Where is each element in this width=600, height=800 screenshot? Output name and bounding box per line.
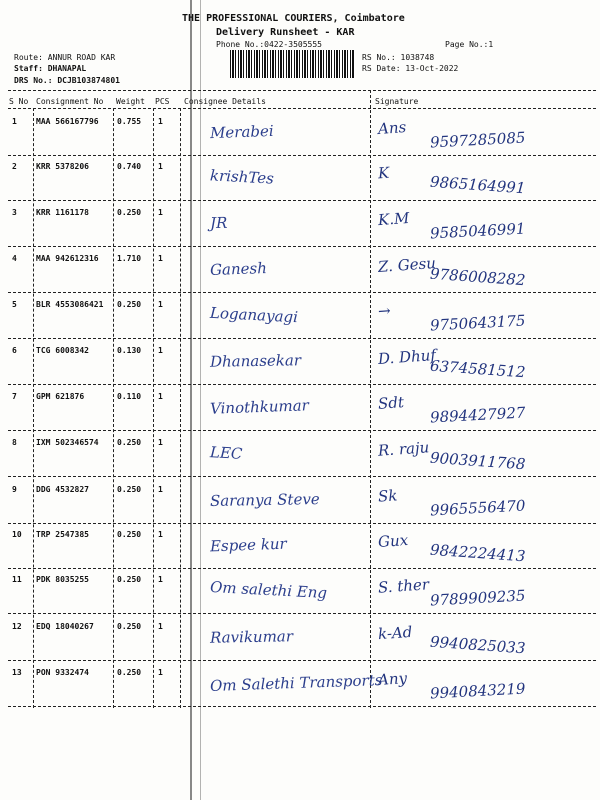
header-rule-top: [8, 90, 596, 91]
row-signature-mark: Ans: [377, 118, 407, 138]
row-consignment-no: EDQ 18040267: [36, 622, 94, 631]
rs-date: RS Date: 13-Oct-2022: [362, 64, 459, 73]
row-phone: 9940843219: [429, 679, 526, 703]
row-divider: [8, 246, 596, 247]
row-consignment-no: PDK 8035255: [36, 575, 89, 584]
row-consignee-name: Ravikumar: [209, 627, 294, 647]
row-consignee-name: LEC: [209, 443, 243, 463]
row-consignment-no: MAA 566167796: [36, 117, 99, 126]
row-consignment-no: MAA 942612316: [36, 254, 99, 263]
col-sno: S No: [9, 97, 29, 106]
row-weight: 0.250: [117, 300, 142, 309]
row-consignment-no: TCG 6008342: [36, 346, 89, 355]
row-divider: [8, 155, 596, 156]
row-signature-mark: R. raju: [377, 438, 430, 460]
row-sno: 2: [12, 162, 17, 171]
row-sno: 4: [12, 254, 17, 263]
row-weight: 0.250: [117, 668, 142, 677]
row-weight: 0.250: [117, 438, 142, 447]
row-phone: 9965556470: [429, 496, 526, 520]
row-pcs: 1: [158, 208, 163, 217]
row-consignee-name: Espee kur: [209, 534, 287, 556]
row-sno: 5: [12, 300, 17, 309]
row-divider: [8, 523, 596, 524]
row-pcs: 1: [158, 622, 163, 631]
row-consignment-no: GPM 621876: [36, 392, 85, 401]
row-consignment-no: IXM 502346574: [36, 438, 99, 447]
row-sno: 7: [12, 392, 17, 401]
row-phone: 9597285085: [429, 128, 526, 152]
row-signature-mark: Sdt: [377, 393, 405, 413]
col-divider: [180, 108, 181, 708]
col-signature: Signature: [375, 97, 419, 106]
row-divider: [8, 292, 596, 293]
col-consignment: Consignment No: [36, 97, 104, 106]
row-sno: 10: [12, 530, 22, 539]
row-sno: 13: [12, 668, 22, 677]
row-weight: 0.250: [117, 575, 142, 584]
rs-number: RS No.: 1038748: [362, 53, 435, 62]
row-phone: 9585046991: [429, 219, 526, 243]
row-phone: 9789909235: [429, 586, 526, 610]
row-pcs: 1: [158, 254, 163, 263]
row-consignee-name: JR: [209, 213, 228, 233]
row-weight: 0.250: [117, 622, 142, 631]
row-consignee-name: Om Salethi Transports: [209, 670, 383, 696]
row-pcs: 1: [158, 117, 163, 126]
col-divider: [153, 108, 154, 708]
row-sno: 11: [12, 575, 22, 584]
row-divider: [8, 430, 596, 431]
row-consignment-no: PON 9332474: [36, 668, 89, 677]
row-consignee-name: Dhanasekar: [209, 351, 302, 371]
row-sno: 9: [12, 485, 17, 494]
row-weight: 0.130: [117, 346, 142, 355]
row-phone: 9750643175: [429, 311, 526, 335]
row-signature-mark: →: [377, 301, 392, 321]
fold-line: [200, 0, 201, 800]
row-pcs: 1: [158, 438, 163, 447]
row-consignment-no: KRR 1161178: [36, 208, 89, 217]
row-pcs: 1: [158, 162, 163, 171]
row-sno: 6: [12, 346, 17, 355]
barcode: [230, 50, 355, 78]
col-divider: [370, 90, 371, 708]
row-divider: [8, 476, 596, 477]
row-signature-mark: k-Ad: [377, 622, 413, 644]
phone-number: Phone No.:0422-3505555: [216, 40, 322, 49]
row-divider: [8, 338, 596, 339]
row-signature-mark: Gux: [377, 530, 409, 552]
row-divider: [8, 706, 596, 707]
row-signature-mark: S. ther: [377, 575, 430, 597]
row-sno: 8: [12, 438, 17, 447]
row-divider: [8, 384, 596, 385]
row-sno: 3: [12, 208, 17, 217]
fold-line: [190, 0, 192, 800]
row-phone: 9003911768: [429, 448, 526, 474]
row-weight: 1.710: [117, 254, 142, 263]
row-signature-mark: Sk: [377, 486, 398, 506]
row-pcs: 1: [158, 485, 163, 494]
row-phone: 6374581512: [429, 356, 526, 382]
drs-number: DRS No.: DCJB103874801: [14, 76, 120, 85]
row-phone: 9865164991: [429, 172, 526, 198]
row-pcs: 1: [158, 392, 163, 401]
row-consignee-name: Ganesh: [209, 259, 268, 279]
row-divider: [8, 660, 596, 661]
row-consignment-no: DDG 4532827: [36, 485, 89, 494]
row-phone: 9842224413: [429, 540, 526, 566]
row-pcs: 1: [158, 530, 163, 539]
row-consignee-name: Saranya Steve: [209, 490, 320, 510]
row-consignment-no: BLR 4553086421: [36, 300, 104, 309]
row-signature-mark: K: [377, 163, 390, 183]
row-sno: 1: [12, 117, 17, 126]
row-signature-mark: D. Dhuf: [377, 346, 437, 368]
row-signature-mark: Any: [377, 669, 408, 689]
row-consignee-name: Vinothkumar: [209, 396, 310, 418]
staff-label: Staff: DHANAPAL: [14, 64, 87, 73]
row-weight: 0.250: [117, 208, 142, 217]
row-weight: 0.110: [117, 392, 142, 401]
row-sno: 12: [12, 622, 22, 631]
row-phone: 9940825033: [429, 632, 526, 658]
row-consignee-name: Om salethi Eng: [209, 577, 328, 603]
row-divider: [8, 613, 596, 614]
col-pcs: PCS: [155, 97, 170, 106]
row-weight: 0.740: [117, 162, 142, 171]
page-number: Page No.:1: [445, 40, 494, 49]
col-weight: Weight: [116, 97, 145, 106]
row-divider: [8, 568, 596, 569]
row-phone: 9894427927: [429, 403, 526, 427]
row-signature-mark: K.M: [377, 208, 410, 230]
row-pcs: 1: [158, 575, 163, 584]
row-weight: 0.250: [117, 485, 142, 494]
col-divider: [113, 108, 114, 708]
header-rule-bottom: [8, 108, 596, 109]
row-signature-mark: Z. Gesu: [377, 254, 437, 276]
row-consignee-name: krishTes: [209, 166, 275, 188]
row-consignee-name: Loganayagi: [209, 303, 299, 327]
row-consignee-name: Merabei: [209, 121, 274, 143]
route-label: Route: ANNUR ROAD KAR: [14, 53, 116, 62]
row-pcs: 1: [158, 346, 163, 355]
company-title: THE PROFESSIONAL COURIERS, Coimbatore: [182, 13, 405, 24]
col-divider: [33, 108, 34, 708]
row-pcs: 1: [158, 668, 163, 677]
runsheet-title: Delivery Runsheet - KAR: [216, 27, 355, 38]
row-weight: 0.250: [117, 530, 142, 539]
row-weight: 0.755: [117, 117, 142, 126]
row-pcs: 1: [158, 300, 163, 309]
row-consignment-no: TRP 2547385: [36, 530, 89, 539]
row-phone: 9786008282: [429, 264, 526, 290]
col-consignee: Consignee Details: [184, 97, 266, 106]
row-divider: [8, 200, 596, 201]
row-consignment-no: KRR 5378206: [36, 162, 89, 171]
